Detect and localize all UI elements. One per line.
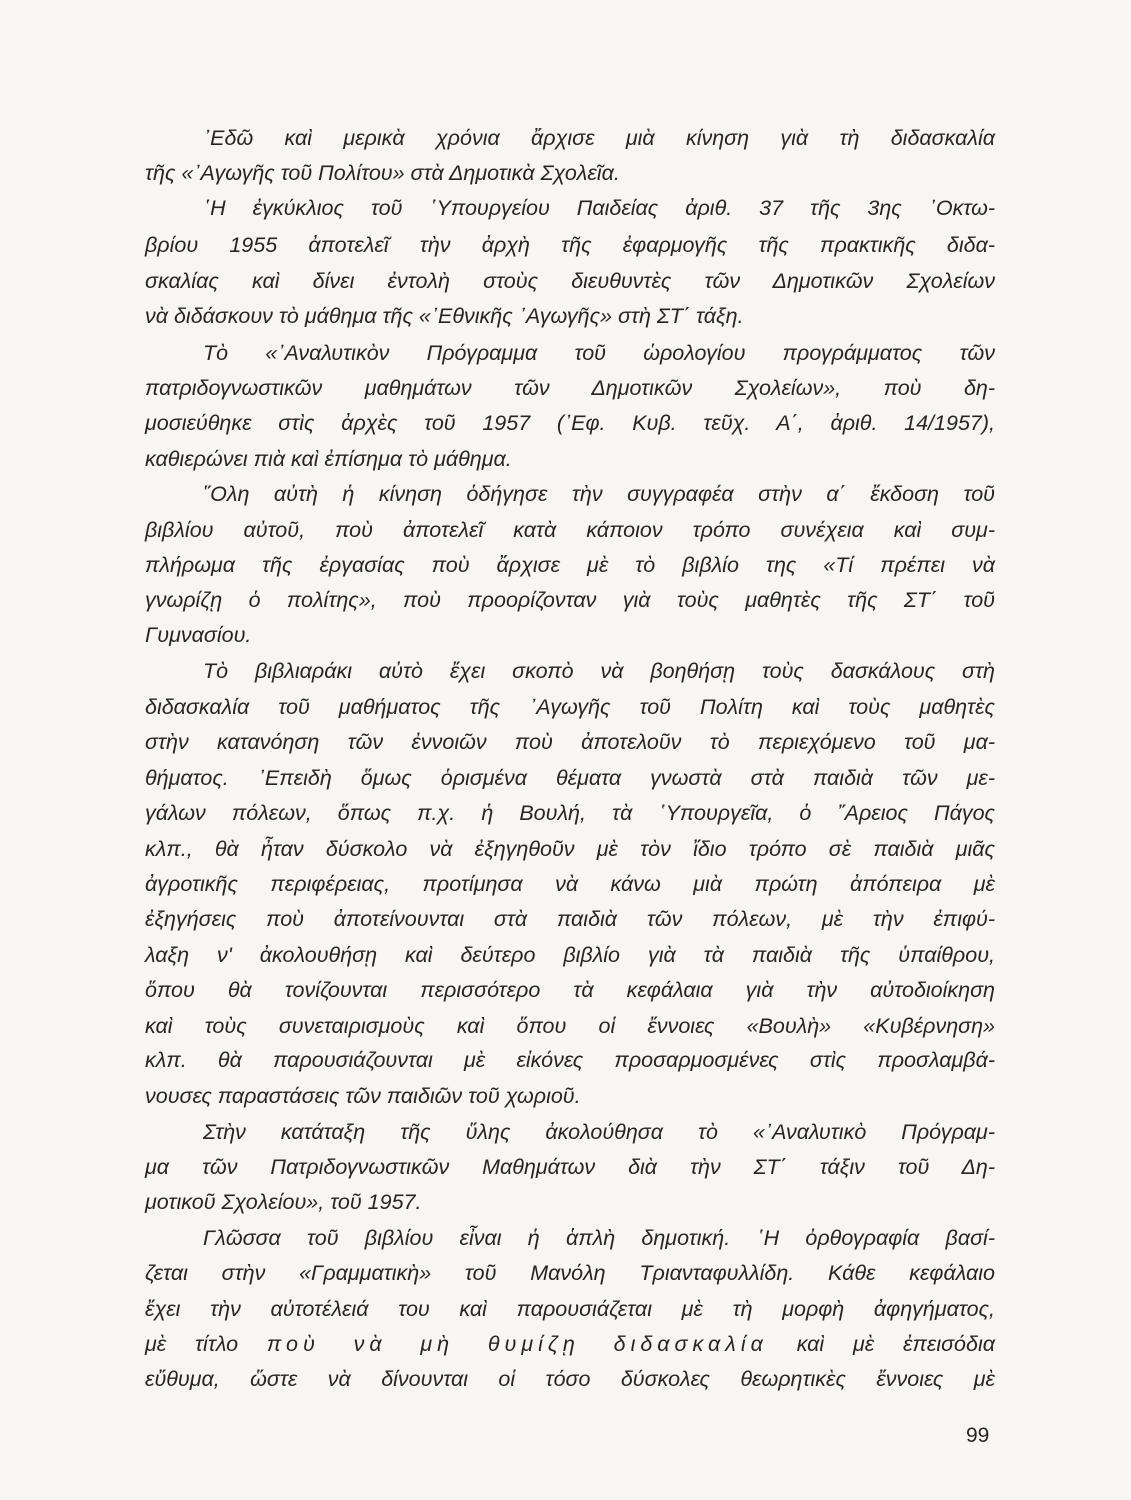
text-line: ὅπου θὰ τονίζουνται περισσότερο τὰ κεφάλαια γιὰ τὴν αὐτοδιοίκηση (145, 978, 995, 1002)
text-line: ἔχει τὴν αὐτοτέλειά του καὶ παρουσιάζεται μὲ τὴ μορφὴ ἀφηγήματος, (145, 1297, 995, 1321)
text-line: καὶ τοὺς συνεταιρισμοὺς καὶ ὅπου οἱ ἔννοιες «Βουλὴ» «Κυβέρνηση» (145, 1014, 995, 1038)
text-line: γάλων πόλεων, ὅπως π.χ. ἡ Βουλή, τὰ ῾Υπουργεῖα, ὁ ῎Αρειος Πάγος (145, 801, 995, 825)
text-line: ᾿Εδῶ καὶ μερικὰ χρόνια ἄρχισε μιὰ κίνηση γιὰ τὴ διδασκαλία (203, 126, 995, 150)
text-line: ῞Ολη αὐτὴ ἡ κίνηση ὁδήγησε τὴν συγγραφέα στὴν α΄ ἔκδοση τοῦ (203, 482, 995, 506)
text-line: καθιερώνει πιὰ καὶ ἐπίσημα τὸ μάθημα. (145, 447, 512, 471)
text-line: νὰ διδάσκουν τὸ μάθημα τῆς «᾿Εθνικῆς ᾿Αγωγῆς» στὴ ΣΤ΄ τάξη. (145, 304, 744, 328)
text-line: μοσιεύθηκε στὶς ἀρχὲς τοῦ 1957 (᾿Εφ. Κυβ. τεῦχ. Α΄, ἀριθ. 14/1957), (145, 411, 995, 435)
text-line: ζεται στὴν «Γραμματικὴ» τοῦ Μανόλη Τριανταφυλλίδη. Κάθε κεφάλαιο (145, 1261, 995, 1285)
text-line: μα τῶν Πατριδογνωστικῶν Μαθημάτων διὰ τὴν ΣΤ΄ τάξιν τοῦ Δη- (145, 1155, 995, 1179)
text-line: βιβλίου αὐτοῦ, ποὺ ἀποτελεῖ κατὰ κάποιον τρόπο συνέχεια καὶ συμ- (145, 518, 995, 542)
text-line: μοτικοῦ Σχολείου», τοῦ 1957. (145, 1190, 422, 1214)
text-line: κλπ. θὰ παρουσιάζουνται μὲ εἰκόνες προσαρμοσμένες στὶς προσλαμβά- (145, 1048, 995, 1072)
text-line: στὴν κατανόηση τῶν ἐννοιῶν ποὺ ἀποτελοῦν τὸ περιεχόμενο τοῦ μα- (145, 730, 995, 754)
text-segment: μὲ τίτλο (145, 1332, 239, 1356)
emphasized-spaced-text: ποὺ νὰ μὴ θυμίζῃ διδασκαλία (266, 1332, 768, 1356)
text-line: κλπ., θὰ ἦταν δύσκολο νὰ ἐξηγηθοῦν μὲ τὸν ἴδιο τρόπο σὲ παιδιὰ μιᾶς (145, 837, 995, 861)
text-line: σκαλίας καὶ δίνει ἐντολὴ στοὺς διευθυντὲς τῶν Δημοτικῶν Σχολείων (145, 269, 995, 293)
text-line: ῾Η ἐγκύκλιος τοῦ ῾Υπουργείου Παιδείας ἀριθ. 37 τῆς 3ης ᾿Οκτω- (203, 196, 995, 220)
text-line: ἐξηγήσεις ποὺ ἀποτείνουνται στὰ παιδιὰ τῶν πόλεων, μὲ τὴν ἐπιφύ- (145, 907, 995, 931)
text-line: λαξη ν' ἀκολουθήσῃ καὶ δεύτερο βιβλίο γιὰ τὰ παιδιὰ τῆς ὑπαίθρου, (145, 943, 995, 967)
text-line: Τὸ βιβλιαράκι αὐτὸ ἔχει σκοπὸ νὰ βοηθήσῃ τοὺς δασκάλους στὴ (203, 659, 995, 683)
text-line: τῆς «᾿Αγωγῆς τοῦ Πολίτου» στὰ Δημοτικὰ Σχολεῖα. (145, 161, 620, 185)
text-line: διδασκαλία τοῦ μαθήματος τῆς ᾿Αγωγῆς τοῦ Πολίτη καὶ τοὺς μαθητὲς (145, 695, 995, 719)
text-line (145, 1332, 995, 1357)
text-line: πλήρωμα τῆς ἐργασίας ποὺ ἄρχισε μὲ τὸ βιβλίο της «Τί πρέπει νὰ (145, 553, 995, 577)
text-line: νουσες παραστάσεις τῶν παιδιῶν τοῦ χωριοῦ. (145, 1084, 581, 1108)
text-line: εὔθυμα, ὥστε νὰ δίνουνται οἱ τόσο δύσκολες θεωρητικὲς ἔννοιες μὲ (145, 1367, 995, 1391)
text-line: Γλῶσσα τοῦ βιβλίου εἶναι ἡ ἁπλὴ δημοτική. ῾Η ὀρθογραφία βασί- (203, 1226, 995, 1250)
text-line: πατριδογνωστικῶν μαθημάτων τῶν Δημοτικῶν Σχολείων», ποὺ δη- (145, 376, 995, 400)
text-line: βρίου 1955 ἀποτελεῖ τὴν ἀρχὴ τῆς ἐφαρμογῆς τῆς πρακτικῆς διδα- (145, 233, 995, 257)
text-line: γνωρίζῃ ὁ πολίτης», ποὺ προορίζονταν γιὰ τοὺς μαθητὲς τῆς ΣΤ΄ τοῦ (145, 588, 995, 612)
text-segment: καὶ μὲ ἐπεισόδια (796, 1332, 996, 1356)
text-line: Γυμνασίου. (145, 623, 252, 647)
page-number: 99 (966, 1424, 990, 1447)
text-line: ἀγροτικῆς περιφέρειας, προτίμησα νὰ κάνω μιὰ πρώτη ἀπόπειρα μὲ (145, 872, 995, 896)
text-line: Στὴν κατάταξη τῆς ὕλης ἀκολούθησα τὸ «᾿Αναλυτικὸ Πρόγραμ- (203, 1120, 995, 1144)
text-line: Τὸ «᾿Αναλυτικὸν Πρόγραμμα τοῦ ὡρολογίου προγράμματος τῶν (203, 341, 995, 365)
text-line: θήματος. ᾿Επειδὴ ὅμως ὁρισμένα θέματα γνωστὰ στὰ παιδιὰ τῶν με- (145, 766, 995, 790)
